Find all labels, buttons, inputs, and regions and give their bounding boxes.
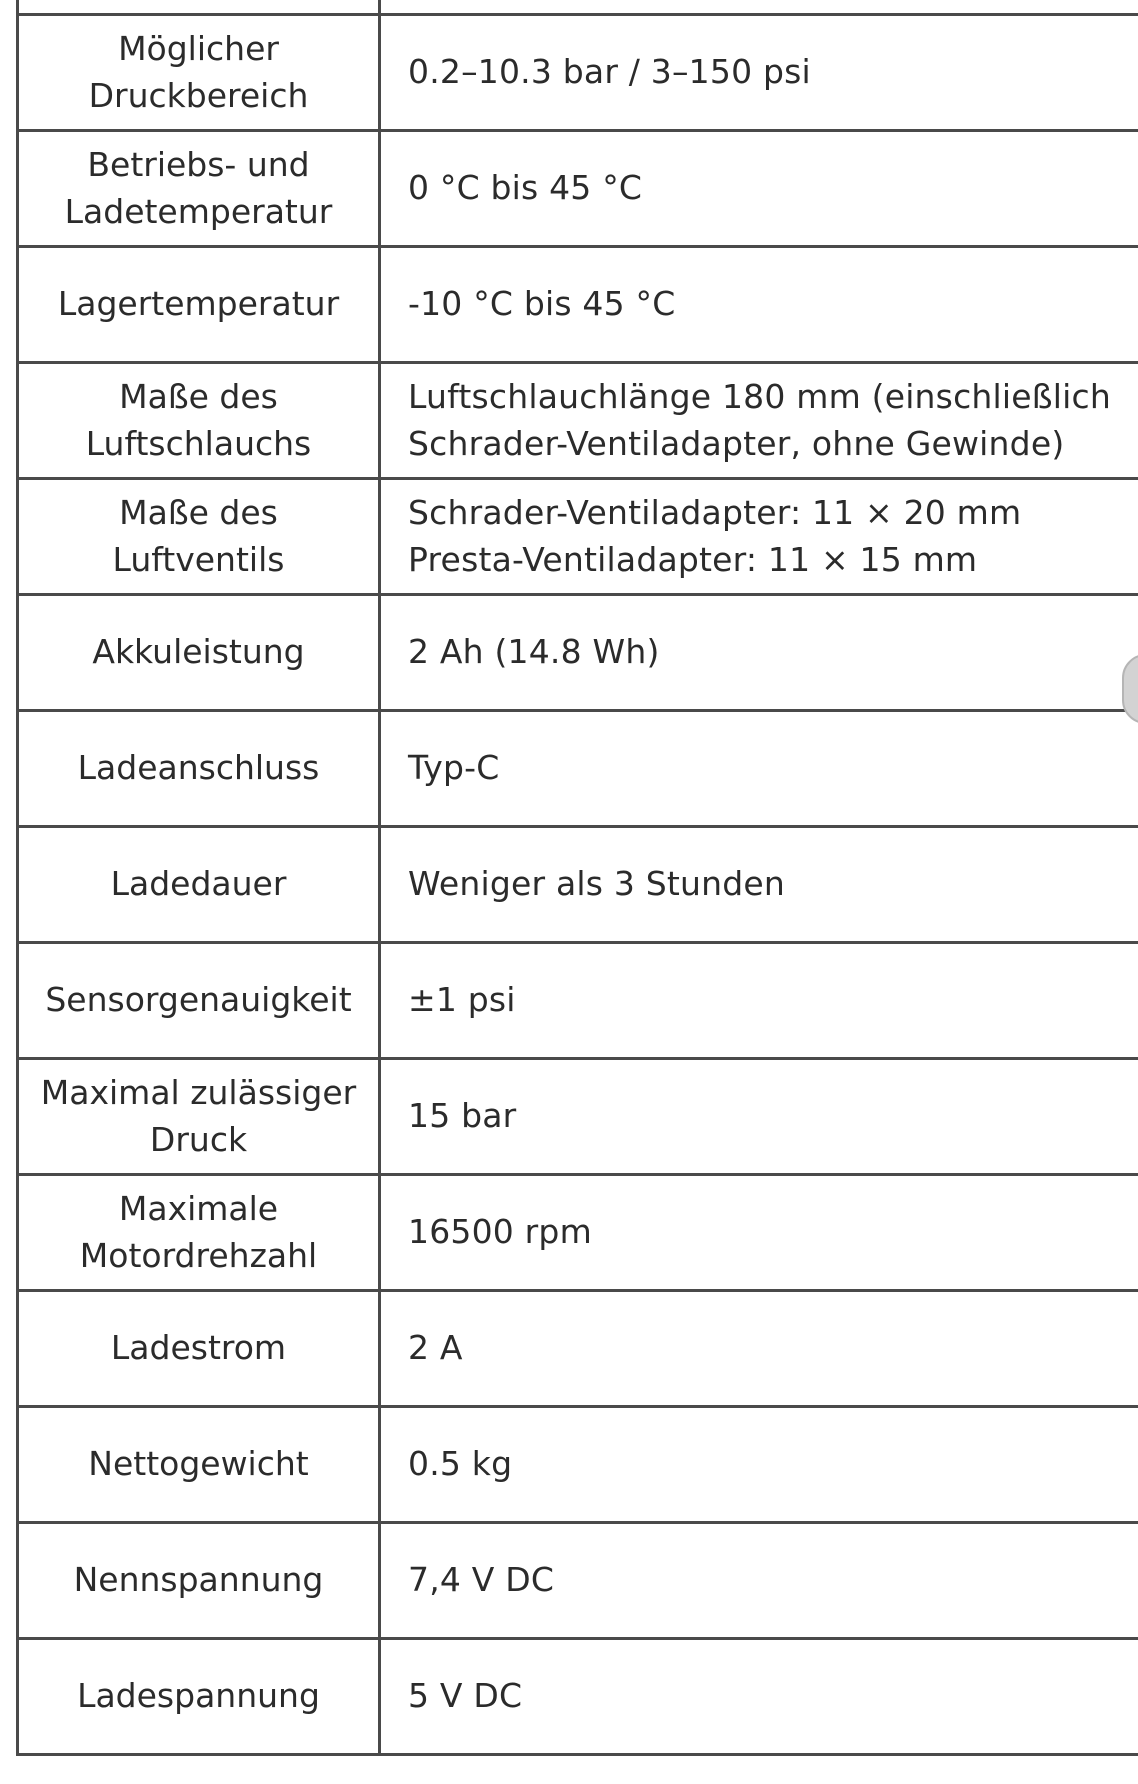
table-row bbox=[18, 1407, 1138, 1523]
spec-label: Maße des Luftventils bbox=[18, 479, 380, 595]
table-row bbox=[18, 479, 1138, 595]
table-row bbox=[18, 1059, 1138, 1175]
spec-label: Betriebs- und Ladetemperatur bbox=[18, 131, 380, 247]
spec-label: Ladeanschluss bbox=[18, 711, 380, 827]
table-row bbox=[18, 595, 1138, 711]
spec-value: 15 bar bbox=[380, 1059, 1138, 1175]
spec-label: Nettogewicht bbox=[18, 1407, 380, 1523]
table-row bbox=[18, 1639, 1138, 1755]
table-row bbox=[18, 1291, 1138, 1407]
spec-label: Ladedauer bbox=[18, 827, 380, 943]
spec-value: 0.5 kg bbox=[380, 1407, 1138, 1523]
spec-value: 0 °C bis 45 °C bbox=[380, 131, 1138, 247]
table-row bbox=[18, 711, 1138, 827]
table-row bbox=[18, 363, 1138, 479]
spec-value: 16500 rpm bbox=[380, 1175, 1138, 1291]
spec-value-line: Luftschlauchlänge 180 mm (einschließlich bbox=[408, 376, 1111, 416]
spec-value: 5 V DC bbox=[380, 1639, 1138, 1755]
spec-value: Typ-C bbox=[380, 711, 1138, 827]
spec-value: 0.2–10.3 bar / 3–150 psi bbox=[380, 15, 1138, 131]
spec-value: 7,4 V DC bbox=[380, 1523, 1138, 1639]
table-row bbox=[18, 943, 1138, 1059]
spec-label: Akkuleistung bbox=[18, 595, 380, 711]
spec-label: Ladespannung bbox=[18, 1639, 380, 1755]
spec-label: Nennspannung bbox=[18, 1523, 380, 1639]
spec-value bbox=[380, 363, 1138, 479]
spec-value: -10 °C bis 45 °C bbox=[380, 247, 1138, 363]
spec-label: Maximale Motordrehzahl bbox=[18, 1175, 380, 1291]
table-row-partial bbox=[18, 0, 1138, 15]
spec-label: Möglicher Druckbereich bbox=[18, 15, 380, 131]
spec-value-line: Schrader-Ventiladapter: 11 × 20 mm bbox=[408, 492, 1022, 532]
spec-value: 2 Ah (14.8 Wh) bbox=[380, 595, 1138, 711]
table-row bbox=[18, 1175, 1138, 1291]
spec-label: Maximal zulässiger Druck bbox=[18, 1059, 380, 1175]
spec-label: Ladestrom bbox=[18, 1291, 380, 1407]
spec-table bbox=[16, 0, 1138, 1756]
spec-value: 2 A bbox=[380, 1291, 1138, 1407]
table-row bbox=[18, 15, 1138, 131]
spec-value-line: Schrader-Ventiladapter, ohne Gewinde) bbox=[408, 423, 1065, 463]
spec-label: Lagertemperatur bbox=[18, 247, 380, 363]
table-row bbox=[18, 827, 1138, 943]
spec-value-line: Presta-Ventiladapter: 11 × 15 mm bbox=[408, 539, 978, 579]
spec-label: Sensorgenauigkeit bbox=[18, 943, 380, 1059]
spec-value: ±1 psi bbox=[380, 943, 1138, 1059]
table-row bbox=[18, 1523, 1138, 1639]
spec-label: Maße des Luftschlauchs bbox=[18, 363, 380, 479]
spec-value bbox=[380, 479, 1138, 595]
spec-value: Weniger als 3 Stunden bbox=[380, 827, 1138, 943]
table-row bbox=[18, 131, 1138, 247]
table-row bbox=[18, 247, 1138, 363]
